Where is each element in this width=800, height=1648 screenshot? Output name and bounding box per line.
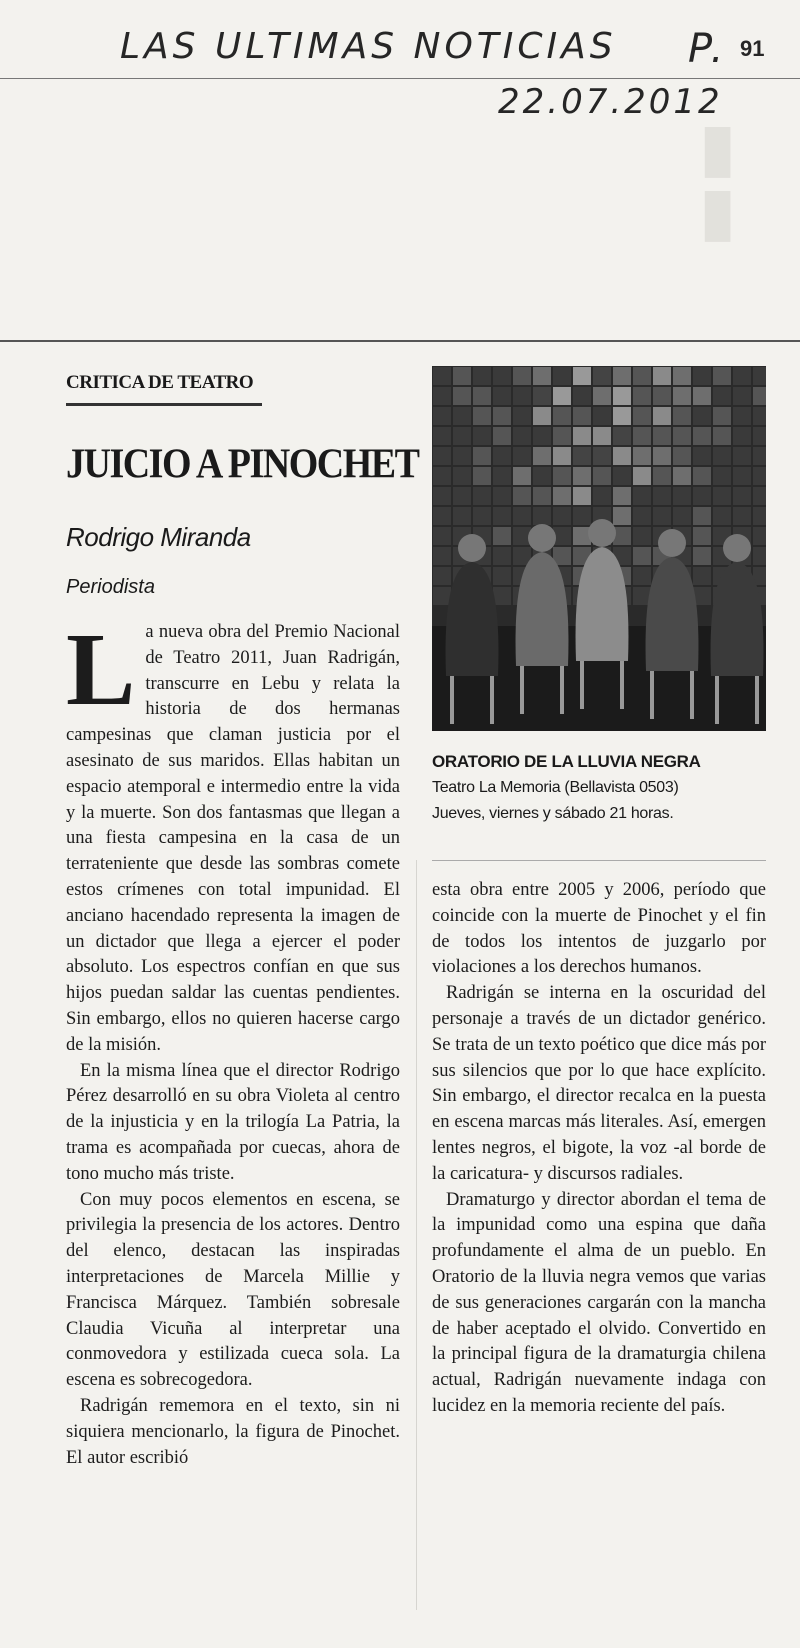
backdrop-tile bbox=[493, 587, 511, 605]
paragraph: Con muy pocos elementos en escena, se privilegia la presencia de los actores. Dentro del elenco, destacan las inspiradas interpretaciones de Marcela Millie y Francisca Márquez. También sobresale Claudia Vicuña al interpretar una conmovedora y estilizada cueca sola. La escena es sobrecogedora. bbox=[66, 1189, 400, 1391]
backdrop-tile bbox=[493, 467, 511, 485]
backdrop-tile bbox=[553, 487, 571, 505]
backdrop-tile bbox=[433, 587, 451, 605]
backdrop-tile bbox=[473, 427, 491, 445]
backdrop-tile bbox=[493, 487, 511, 505]
backdrop-tile bbox=[753, 447, 766, 465]
backdrop-tile bbox=[573, 427, 591, 445]
backdrop-tile bbox=[733, 507, 751, 525]
photo-caption-venue: Teatro La Memoria (Bellavista 0503) bbox=[432, 779, 679, 796]
backdrop-tile bbox=[733, 387, 751, 405]
backdrop-tile bbox=[633, 387, 651, 405]
chair-leg bbox=[755, 676, 759, 724]
backdrop-tile bbox=[753, 507, 766, 525]
backdrop-tile bbox=[713, 467, 731, 485]
figure-head bbox=[588, 519, 616, 547]
backdrop-tile bbox=[673, 407, 691, 425]
chair-leg bbox=[715, 676, 719, 724]
backdrop-tile bbox=[433, 567, 451, 585]
paragraph: Dramaturgo y director abordan el tema de la impunidad como una espina que daña profundamente el alma de un pueblo. En Oratorio de la lluvia negra vemos que varias de sus generaciones cargarán con la mancha de haber aceptado el olvido. Convertido en la principal figura de la dramaturgia chilena actual, Radrigán nuevamente indaga con lucidez en la memoria reciente del país. bbox=[432, 1189, 766, 1416]
chair-leg bbox=[490, 676, 494, 724]
backdrop-tile bbox=[733, 447, 751, 465]
backdrop-tile bbox=[593, 447, 611, 465]
backdrop-tile bbox=[713, 427, 731, 445]
backdrop-tile bbox=[493, 407, 511, 425]
backdrop-tile bbox=[733, 427, 751, 445]
backdrop-tile bbox=[753, 387, 766, 405]
backdrop-tile bbox=[533, 507, 551, 525]
paragraph bbox=[66, 612, 400, 1059]
backdrop-tile bbox=[433, 427, 451, 445]
backdrop-tile bbox=[433, 447, 451, 465]
backdrop-tile bbox=[713, 367, 731, 385]
backdrop-tile bbox=[573, 407, 591, 425]
backdrop-tile bbox=[493, 507, 511, 525]
backdrop-tile bbox=[613, 487, 631, 505]
chair-leg bbox=[580, 661, 584, 709]
photo-caption-schedule: Jueves, viernes y sábado 21 horas. bbox=[432, 805, 674, 822]
backdrop-tile bbox=[493, 547, 511, 565]
backdrop-tile bbox=[753, 367, 766, 385]
backdrop-tile bbox=[593, 387, 611, 405]
backdrop-tile bbox=[533, 487, 551, 505]
backdrop-tile bbox=[493, 527, 511, 545]
chair-leg bbox=[620, 661, 624, 709]
backdrop-tile bbox=[653, 487, 671, 505]
headline: JUICIO A PINOCHET bbox=[66, 441, 419, 488]
backdrop-tile bbox=[713, 407, 731, 425]
backdrop-tile bbox=[493, 567, 511, 585]
figure-head bbox=[658, 529, 686, 557]
chair-leg bbox=[520, 666, 524, 714]
stage-photo-image bbox=[432, 366, 766, 731]
backdrop-tile bbox=[453, 367, 471, 385]
backdrop-tile bbox=[573, 507, 591, 525]
caption-rule bbox=[432, 860, 766, 861]
backdrop-tile bbox=[653, 407, 671, 425]
backdrop-tile bbox=[693, 387, 711, 405]
backdrop-tile bbox=[493, 387, 511, 405]
backdrop-tile bbox=[493, 447, 511, 465]
photo-caption-title: ORATORIO DE LA LLUVIA NEGRA bbox=[432, 752, 701, 771]
backdrop-tile bbox=[733, 487, 751, 505]
backdrop-tile bbox=[573, 447, 591, 465]
backdrop-tile bbox=[633, 487, 651, 505]
backdrop-tile bbox=[753, 407, 766, 425]
backdrop-tile bbox=[693, 367, 711, 385]
backdrop-tile bbox=[673, 367, 691, 385]
backdrop-tile bbox=[433, 527, 451, 545]
backdrop-tile bbox=[493, 427, 511, 445]
backdrop-tile bbox=[613, 427, 631, 445]
handwritten-page-label: P. bbox=[688, 26, 728, 72]
backdrop-tile bbox=[533, 367, 551, 385]
backdrop-tile bbox=[633, 467, 651, 485]
backdrop-tile bbox=[633, 447, 651, 465]
backdrop-tile bbox=[433, 387, 451, 405]
paragraph: En la misma línea que el director Rodrigo Pérez desarrolló en su obra Violeta al centro de la injusticia y en la trilogía La Patria, la trama es acompañada por cuecas, ahora de tono mucho más triste. bbox=[66, 1060, 400, 1184]
drop-cap: L bbox=[66, 612, 136, 727]
backdrop-tile bbox=[753, 427, 766, 445]
backdrop-tile bbox=[433, 507, 451, 525]
page-number: 91 bbox=[740, 36, 765, 61]
backdrop-tile bbox=[433, 487, 451, 505]
section-underline bbox=[66, 403, 262, 406]
backdrop-tile bbox=[713, 387, 731, 405]
column-gutter bbox=[416, 860, 417, 1610]
header-rule bbox=[0, 78, 800, 79]
backdrop-tile bbox=[753, 547, 766, 565]
backdrop-tile bbox=[573, 367, 591, 385]
backdrop-tile bbox=[673, 507, 691, 525]
article-top-rule bbox=[0, 340, 800, 342]
backdrop-tile bbox=[633, 527, 651, 545]
backdrop-tile bbox=[453, 467, 471, 485]
handwritten-date: 22.07.2012 bbox=[498, 82, 723, 122]
backdrop-tile bbox=[553, 507, 571, 525]
backdrop-tile bbox=[633, 567, 651, 585]
backdrop-tile bbox=[713, 447, 731, 465]
backdrop-tile bbox=[513, 467, 531, 485]
backdrop-tile bbox=[553, 447, 571, 465]
backdrop-tile bbox=[533, 447, 551, 465]
backdrop-tile bbox=[693, 547, 711, 565]
backdrop-tile bbox=[633, 427, 651, 445]
backdrop-tile bbox=[673, 487, 691, 505]
backdrop-tile bbox=[533, 407, 551, 425]
backdrop-tile bbox=[453, 447, 471, 465]
backdrop-tile bbox=[713, 507, 731, 525]
backdrop-tile bbox=[453, 427, 471, 445]
backdrop-tile bbox=[473, 487, 491, 505]
backdrop-tile bbox=[613, 447, 631, 465]
backdrop-tile bbox=[573, 527, 591, 545]
backdrop-tile bbox=[513, 487, 531, 505]
backdrop-tile bbox=[473, 447, 491, 465]
paragraph: Radrigán rememora en el texto, sin ni siquiera mencionarlo, la figura de Pinochet. El autor escribió bbox=[66, 1395, 400, 1468]
backdrop-tile bbox=[513, 387, 531, 405]
backdrop-tile bbox=[673, 447, 691, 465]
backdrop-tile bbox=[573, 467, 591, 485]
backdrop-tile bbox=[513, 427, 531, 445]
backdrop-tile bbox=[653, 387, 671, 405]
backdrop-tile bbox=[753, 467, 766, 485]
backdrop-tile bbox=[673, 467, 691, 485]
backdrop-tile bbox=[553, 467, 571, 485]
backdrop-tile bbox=[573, 387, 591, 405]
handwritten-publication: LAS ULTIMAS NOTICIAS bbox=[120, 26, 617, 67]
backdrop-tile bbox=[493, 367, 511, 385]
chair-leg bbox=[450, 676, 454, 724]
article-column-2 bbox=[432, 878, 766, 1420]
backdrop-tile bbox=[613, 387, 631, 405]
backdrop-tile bbox=[553, 387, 571, 405]
backdrop-tile bbox=[593, 367, 611, 385]
backdrop-tile bbox=[513, 367, 531, 385]
backdrop-tile bbox=[633, 367, 651, 385]
backdrop-tile bbox=[733, 407, 751, 425]
paragraph: Radrigán se interna en la oscuridad del personaje a través de un dictador genérico. Se trata de un texto poético que dice más por sus silencios que por lo que hace explícito. Sin embargo, el director recalca en la puesta en escena marcas más literales. Así, emergen lentes negros, el bigote, la voz -al borde de la caricatura- y discursos radiales. bbox=[432, 983, 766, 1184]
article-column-1 bbox=[66, 612, 400, 1471]
backdrop-tile bbox=[573, 487, 591, 505]
backdrop-tile bbox=[713, 487, 731, 505]
backdrop-tile bbox=[473, 507, 491, 525]
backdrop-tile bbox=[693, 407, 711, 425]
backdrop-tile bbox=[673, 427, 691, 445]
backdrop-tile bbox=[673, 387, 691, 405]
backdrop-tile bbox=[533, 387, 551, 405]
backdrop-tile bbox=[693, 507, 711, 525]
backdrop-tile bbox=[693, 427, 711, 445]
backdrop-tile bbox=[653, 507, 671, 525]
backdrop-tile bbox=[613, 407, 631, 425]
paragraph: esta obra entre 2005 y 2006, período que coincide con la muerte de Pinochet y el fin de todos los intentos de juzgarlo por violaciones a los derechos humanos. bbox=[432, 880, 766, 978]
paragraph-text: a nueva obra del Premio Nacional de Teatro 2011, Juan Radrigán, transcurre en Lebu y relata la historia de dos hermanas campesinas que claman justicia por el asesinato de sus maridos. Ellas habitan un espacio atemporal e intermedio entre la vida y la muerte. Son dos fantasmas que llegan a una fiesta campesina en la casa de un terrateniente que desde las sombras comete estos crímenes con total impunidad. El anciano hacendado representa la imagen de un dictador que llega a ejercer el poder absoluto. Los espectros confían en que sus hijos puedan saldar las cuentas pendientes. Sin embargo, ellos no quieren hacerse cargo de la misión. bbox=[66, 622, 400, 1055]
backdrop-tile bbox=[693, 467, 711, 485]
backdrop-tile bbox=[733, 467, 751, 485]
stage-photo bbox=[432, 366, 766, 731]
figure-head bbox=[528, 524, 556, 552]
backdrop-tile bbox=[653, 447, 671, 465]
backdrop-tile bbox=[433, 547, 451, 565]
chair-leg bbox=[560, 666, 564, 714]
backdrop-tile bbox=[473, 467, 491, 485]
backdrop-tile bbox=[473, 367, 491, 385]
backdrop-tile bbox=[433, 467, 451, 485]
section-label: CRITICA DE TEATRO bbox=[66, 372, 254, 393]
backdrop-tile bbox=[693, 487, 711, 505]
backdrop-tile bbox=[593, 427, 611, 445]
backdrop-tile bbox=[753, 527, 766, 545]
backdrop-tile bbox=[453, 487, 471, 505]
backdrop-tile bbox=[533, 467, 551, 485]
backdrop-tile bbox=[473, 407, 491, 425]
backdrop-tile bbox=[693, 567, 711, 585]
backdrop-tile bbox=[453, 407, 471, 425]
backdrop-tile bbox=[613, 527, 631, 545]
backdrop-tile bbox=[633, 507, 651, 525]
figure-head bbox=[458, 534, 486, 562]
figure-head bbox=[723, 534, 751, 562]
chair-leg bbox=[650, 671, 654, 719]
backdrop-tile bbox=[633, 407, 651, 425]
chair-leg bbox=[690, 671, 694, 719]
backdrop-tile bbox=[433, 367, 451, 385]
backdrop-tile bbox=[513, 407, 531, 425]
backdrop-tile bbox=[593, 487, 611, 505]
backdrop-tile bbox=[653, 467, 671, 485]
backdrop-tile bbox=[593, 407, 611, 425]
backdrop-tile bbox=[693, 527, 711, 545]
backdrop-tile bbox=[453, 387, 471, 405]
backdrop-tile bbox=[553, 427, 571, 445]
backdrop-tile bbox=[513, 507, 531, 525]
backdrop-tile bbox=[433, 407, 451, 425]
backdrop-tile bbox=[593, 467, 611, 485]
backdrop-tile bbox=[533, 427, 551, 445]
backdrop-tile bbox=[553, 367, 571, 385]
backdrop-tile bbox=[633, 547, 651, 565]
backdrop-tile bbox=[513, 447, 531, 465]
backdrop-tile bbox=[473, 387, 491, 405]
backdrop-tile bbox=[613, 367, 631, 385]
backdrop-tile bbox=[653, 367, 671, 385]
author-role: Periodista bbox=[66, 576, 155, 598]
bleed-through-shape: ▮ ▮ bbox=[700, 111, 736, 247]
backdrop-tile bbox=[733, 367, 751, 385]
backdrop-tile bbox=[653, 427, 671, 445]
backdrop-tile bbox=[613, 507, 631, 525]
backdrop-tile bbox=[693, 447, 711, 465]
backdrop-tile bbox=[453, 507, 471, 525]
author-name: Rodrigo Miranda bbox=[66, 522, 251, 552]
backdrop-tile bbox=[753, 487, 766, 505]
backdrop-tile bbox=[613, 467, 631, 485]
backdrop-tile bbox=[553, 407, 571, 425]
